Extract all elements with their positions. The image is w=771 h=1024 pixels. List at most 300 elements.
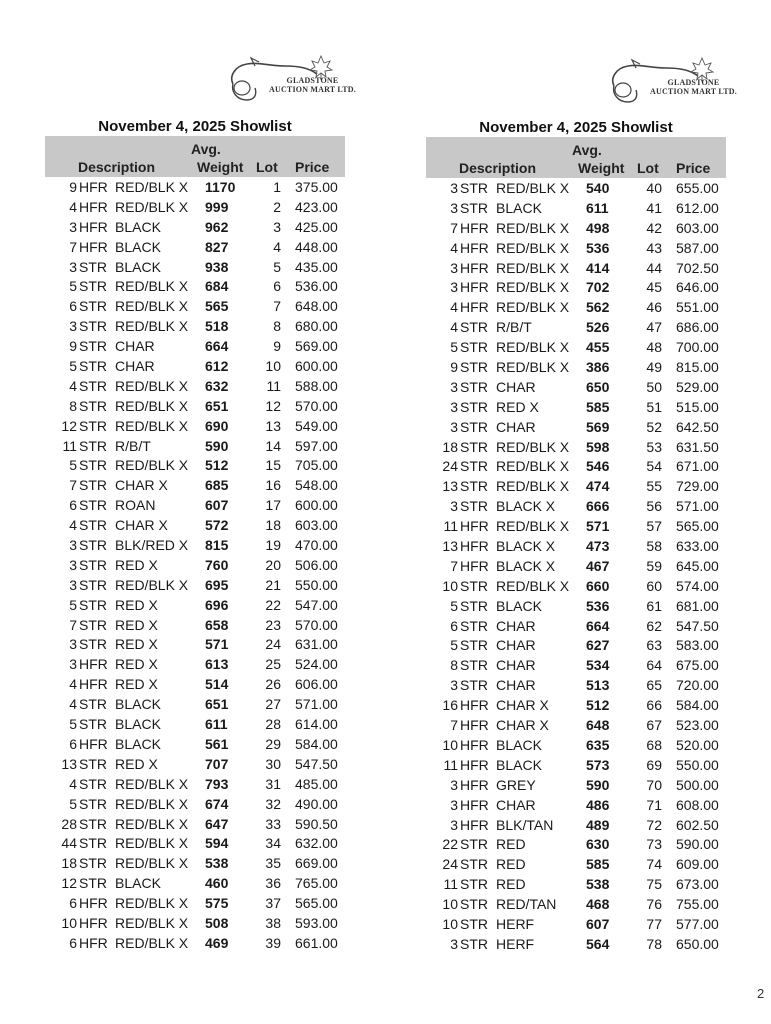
lot-number: 71 — [646, 796, 662, 813]
table-row — [426, 636, 726, 656]
lot-number: 53 — [646, 438, 662, 455]
breed-color: RED/BLK X — [496, 359, 570, 376]
head-count: 6 — [69, 497, 77, 514]
price: 529.00 — [676, 378, 719, 395]
table-row — [426, 776, 726, 796]
avg-weight: 538 — [205, 855, 229, 872]
avg-weight: 658 — [205, 616, 229, 633]
lot-number: 6 — [273, 278, 281, 295]
head-count: 6 — [69, 934, 77, 951]
sex-class: STR — [460, 915, 488, 932]
avg-weight: 594 — [205, 835, 229, 852]
lot-number: 43 — [646, 239, 662, 256]
avg-weight: 467 — [586, 557, 610, 574]
avg-weight: 695 — [205, 576, 229, 593]
table-row — [426, 895, 726, 915]
table-row — [45, 914, 345, 934]
head-count: 18 — [61, 855, 77, 872]
table-row — [426, 597, 726, 617]
head-count: 7 — [69, 616, 77, 633]
sex-class: HFR — [460, 816, 489, 833]
table-row — [426, 199, 726, 219]
table-row — [426, 676, 726, 696]
avg-weight: 386 — [586, 359, 610, 376]
table-row — [426, 278, 726, 298]
sex-class: HFR — [79, 914, 108, 931]
sex-class: STR — [79, 696, 107, 713]
table-row — [426, 835, 726, 855]
price: 425.00 — [295, 218, 338, 235]
table-row — [426, 298, 726, 318]
table-header — [426, 137, 726, 178]
sex-class: STR — [79, 517, 107, 534]
lot-number: 73 — [646, 836, 662, 853]
lot-number: 64 — [646, 657, 662, 674]
head-count: 16 — [442, 697, 458, 714]
table-row — [45, 377, 345, 397]
table-row — [426, 537, 726, 557]
lot-number: 55 — [646, 478, 662, 495]
avg-weight: 690 — [205, 417, 229, 434]
lot-number: 76 — [646, 896, 662, 913]
sex-class: HFR — [79, 934, 108, 951]
avg-weight: 486 — [586, 796, 610, 813]
price: 570.00 — [295, 397, 338, 414]
lot-number: 61 — [646, 597, 662, 614]
lot-number: 74 — [646, 856, 662, 873]
sex-class: STR — [79, 815, 107, 832]
breed-color: BLACK — [496, 736, 542, 753]
table-row — [426, 338, 726, 358]
table-row — [45, 536, 345, 556]
sex-class: STR — [460, 180, 488, 196]
breed-color: R/B/T — [115, 437, 151, 454]
table-row — [45, 894, 345, 914]
lot-number: 22 — [265, 596, 281, 613]
price: 702.50 — [676, 259, 719, 276]
avg-weight: 613 — [205, 656, 229, 673]
breed-color: RED X — [496, 398, 539, 415]
table-row — [45, 258, 345, 278]
lot-number: 48 — [646, 339, 662, 356]
head-count: 24 — [442, 856, 458, 873]
table-row — [426, 716, 726, 736]
head-count: 10 — [61, 914, 77, 931]
head-count: 12 — [61, 417, 77, 434]
breed-color: RED/BLK X — [115, 835, 189, 852]
price: 661.00 — [295, 934, 338, 951]
avg-weight: 455 — [586, 339, 610, 356]
breed-color: RED/BLK X — [115, 934, 189, 951]
avg-weight: 607 — [586, 915, 610, 932]
avg-weight: 1170 — [205, 179, 236, 195]
avg-weight: 571 — [205, 636, 229, 653]
avg-weight: 632 — [205, 377, 229, 394]
table-row — [45, 755, 345, 775]
price: 648.00 — [295, 298, 338, 315]
price: 550.00 — [295, 576, 338, 593]
avg-weight: 702 — [586, 279, 610, 296]
lot-number: 58 — [646, 538, 662, 555]
price: 720.00 — [676, 677, 719, 694]
price: 633.00 — [676, 538, 719, 555]
sex-class: STR — [460, 418, 488, 435]
breed-color: RED/BLK X — [115, 377, 189, 394]
sex-class: STR — [460, 319, 488, 336]
avg-weight: 651 — [205, 696, 229, 713]
price: 614.00 — [295, 716, 338, 733]
table-row — [45, 635, 345, 655]
avg-weight: 635 — [586, 736, 610, 753]
breed-color: GREY — [496, 776, 536, 793]
avg-weight: 612 — [205, 358, 229, 375]
head-count: 5 — [69, 278, 77, 295]
lot-number: 15 — [265, 457, 281, 474]
avg-weight: 611 — [205, 716, 228, 733]
lot-number: 33 — [265, 815, 281, 832]
table-row — [45, 735, 345, 755]
price: 435.00 — [295, 258, 338, 275]
avg-weight: 460 — [205, 875, 229, 892]
lot-number: 28 — [265, 716, 281, 733]
sex-class: HFR — [79, 179, 108, 195]
breed-color: RED X — [115, 656, 158, 673]
breed-color: RED/BLK X — [115, 795, 189, 812]
sex-class: HFR — [460, 776, 489, 793]
sex-class: STR — [79, 338, 107, 355]
table-row — [45, 397, 345, 417]
breed-color: BLACK X — [496, 538, 556, 555]
breed-color: CHAR X — [115, 517, 168, 534]
price: 631.50 — [676, 438, 719, 455]
avg-weight: 571 — [586, 518, 610, 535]
header-description: Description — [459, 160, 537, 176]
lot-number: 20 — [265, 556, 281, 573]
table-row — [45, 317, 345, 337]
sex-class: STR — [460, 398, 488, 415]
head-count: 3 — [450, 816, 458, 833]
avg-weight: 414 — [586, 259, 610, 276]
table-row — [426, 617, 726, 637]
price: 680.00 — [295, 318, 338, 335]
avg-weight: 526 — [586, 319, 610, 336]
sex-class: STR — [460, 896, 488, 913]
header-weight: Weight — [578, 160, 625, 176]
avg-weight: 664 — [205, 338, 229, 355]
price: 375.00 — [295, 179, 338, 195]
lot-number: 11 — [266, 377, 281, 394]
sex-class: STR — [460, 458, 488, 475]
price: 681.00 — [676, 597, 719, 614]
sex-class: STR — [460, 478, 488, 495]
sex-class: HFR — [79, 218, 108, 235]
avg-weight: 664 — [586, 617, 610, 634]
breed-color: CHAR — [496, 657, 536, 674]
price: 686.00 — [676, 319, 719, 336]
sex-class: STR — [79, 278, 107, 295]
head-count: 4 — [69, 198, 77, 215]
price: 584.00 — [676, 697, 719, 714]
avg-weight: 569 — [586, 418, 610, 435]
head-count: 28 — [61, 815, 77, 832]
lot-number: 78 — [646, 935, 662, 952]
lot-number: 9 — [273, 338, 281, 355]
table-row — [45, 834, 345, 854]
sex-class: STR — [79, 318, 107, 335]
avg-weight: 534 — [586, 657, 610, 674]
table-row — [426, 696, 726, 716]
table-row — [45, 715, 345, 735]
table-row — [426, 915, 726, 935]
table-row — [426, 477, 726, 497]
table-row — [426, 736, 726, 756]
sex-class: STR — [79, 358, 107, 375]
head-count: 3 — [69, 218, 77, 235]
price: 600.00 — [295, 358, 338, 375]
lot-table — [45, 178, 345, 954]
sex-class: STR — [460, 359, 488, 376]
lot-number: 14 — [265, 437, 281, 454]
price: 571.00 — [295, 696, 338, 713]
avg-weight: 585 — [586, 856, 610, 873]
price: 600.00 — [295, 497, 338, 514]
breed-color: RED/BLK X — [496, 518, 570, 535]
lot-table — [426, 179, 726, 955]
price: 705.00 — [295, 457, 338, 474]
head-count: 6 — [69, 735, 77, 752]
breed-color: RED/BLK X — [115, 397, 189, 414]
head-count: 44 — [61, 835, 77, 852]
breed-color: RED X — [115, 636, 158, 653]
sex-class: HFR — [79, 895, 108, 912]
head-count: 7 — [69, 477, 77, 494]
price: 551.00 — [676, 299, 719, 316]
avg-weight: 685 — [205, 477, 229, 494]
breed-color: RED/BLK X — [496, 299, 570, 316]
lot-number: 26 — [265, 676, 281, 693]
head-count: 4 — [450, 319, 458, 336]
head-count: 8 — [69, 397, 77, 414]
lot-number: 21 — [265, 576, 281, 593]
price: 631.00 — [295, 636, 338, 653]
lot-number: 3 — [273, 218, 281, 235]
head-count: 10 — [442, 577, 458, 594]
table-row — [45, 476, 345, 496]
lot-number: 2 — [273, 198, 281, 215]
avg-weight: 572 — [205, 517, 229, 534]
price: 755.00 — [676, 896, 719, 913]
head-count: 5 — [450, 637, 458, 654]
breed-color: RED/BLK X — [115, 179, 189, 195]
lot-number: 65 — [646, 677, 662, 694]
head-count: 3 — [69, 537, 77, 554]
sex-class: STR — [79, 775, 107, 792]
lot-number: 72 — [646, 816, 662, 833]
table-row — [426, 796, 726, 816]
price: 590.00 — [676, 836, 719, 853]
lot-number: 10 — [265, 358, 281, 375]
price: 506.00 — [295, 556, 338, 573]
breed-color: R/B/T — [496, 319, 532, 336]
sex-class: STR — [79, 417, 107, 434]
head-count: 5 — [69, 457, 77, 474]
table-row — [45, 516, 345, 536]
head-count: 4 — [450, 239, 458, 256]
sex-class: STR — [79, 596, 107, 613]
head-count: 3 — [450, 498, 458, 515]
price: 571.00 — [676, 498, 719, 515]
lot-number: 75 — [646, 876, 662, 893]
table-row — [426, 318, 726, 338]
lot-number: 23 — [265, 616, 281, 633]
head-count: 3 — [69, 656, 77, 673]
sex-class: STR — [79, 377, 107, 394]
price: 642.50 — [676, 418, 719, 435]
table-row — [426, 577, 726, 597]
head-count: 7 — [450, 717, 458, 734]
sex-class: STR — [79, 457, 107, 474]
head-count: 5 — [69, 716, 77, 733]
breed-color: BLACK — [115, 238, 161, 255]
head-count: 11 — [443, 756, 458, 773]
head-count: 10 — [442, 736, 458, 753]
table-row — [426, 656, 726, 676]
lot-number: 31 — [265, 775, 281, 792]
head-count: 3 — [450, 199, 458, 216]
breed-color: RED/BLK X — [496, 478, 570, 495]
avg-weight: 793 — [205, 775, 229, 792]
header-lot: Lot — [256, 159, 278, 175]
price: 765.00 — [295, 875, 338, 892]
head-count: 18 — [442, 438, 458, 455]
table-row — [426, 816, 726, 836]
sex-class: STR — [460, 597, 488, 614]
breed-color: BLACK — [496, 199, 542, 216]
lot-number: 7 — [273, 298, 281, 315]
gladstone-logo — [606, 52, 746, 114]
sex-class: STR — [460, 577, 488, 594]
lot-number: 19 — [265, 537, 281, 554]
breed-color: RED/BLK X — [115, 278, 189, 295]
head-count: 24 — [442, 458, 458, 475]
lot-number: 42 — [646, 219, 662, 236]
avg-weight: 540 — [586, 180, 610, 196]
breed-color: CHAR — [496, 637, 536, 654]
head-count: 3 — [450, 398, 458, 415]
breed-color: RED/BLK X — [496, 438, 570, 455]
table-row — [45, 695, 345, 715]
lot-number: 69 — [646, 756, 662, 773]
sex-class: HFR — [460, 736, 489, 753]
lot-number: 60 — [646, 577, 662, 594]
table-row — [45, 198, 345, 218]
table-row — [45, 795, 345, 815]
breed-color: RED/BLK X — [115, 298, 189, 315]
breed-color: RED X — [115, 616, 158, 633]
sex-class: STR — [460, 657, 488, 674]
lot-number: 24 — [265, 636, 281, 653]
breed-color: BLACK — [115, 258, 161, 275]
avg-weight: 561 — [205, 735, 229, 752]
price: 547.50 — [295, 755, 338, 772]
head-count: 13 — [442, 478, 458, 495]
breed-color: RED/BLK X — [115, 198, 189, 215]
breed-color: RED/BLK X — [496, 259, 570, 276]
price: 569.00 — [295, 338, 338, 355]
price: 603.00 — [676, 219, 719, 236]
price: 588.00 — [295, 377, 338, 394]
price: 632.00 — [295, 835, 338, 852]
lot-number: 39 — [265, 934, 281, 951]
sex-class: STR — [460, 637, 488, 654]
breed-color: CHAR — [496, 378, 536, 395]
head-count: 4 — [450, 299, 458, 316]
sex-class: STR — [79, 835, 107, 852]
head-count: 13 — [442, 538, 458, 555]
head-count: 12 — [61, 875, 77, 892]
table-row — [45, 357, 345, 377]
table-row — [45, 775, 345, 795]
avg-weight: 513 — [586, 677, 610, 694]
avg-weight: 827 — [205, 238, 229, 255]
price: 423.00 — [295, 198, 338, 215]
head-count: 3 — [450, 378, 458, 395]
avg-weight: 590 — [205, 437, 229, 454]
sex-class: STR — [79, 636, 107, 653]
sex-class: STR — [79, 477, 107, 494]
head-count: 3 — [69, 576, 77, 593]
head-count: 4 — [69, 775, 77, 792]
breed-color: CHAR — [115, 358, 155, 375]
table-row — [426, 875, 726, 895]
avg-weight: 575 — [205, 895, 229, 912]
avg-weight: 684 — [205, 278, 229, 295]
avg-weight: 536 — [586, 597, 610, 614]
table-row — [45, 417, 345, 437]
breed-color: CHAR — [496, 677, 536, 694]
sex-class: HFR — [460, 239, 489, 256]
breed-color: RED/BLK X — [115, 855, 189, 872]
table-row — [426, 358, 726, 378]
table-row — [426, 378, 726, 398]
avg-weight: 474 — [586, 478, 610, 495]
price: 485.00 — [295, 775, 338, 792]
head-count: 4 — [69, 696, 77, 713]
head-count: 13 — [61, 755, 77, 772]
table-row — [45, 337, 345, 357]
avg-weight: 468 — [586, 896, 610, 913]
breed-color: RED/BLK X — [115, 914, 189, 931]
breed-color: RED/BLK X — [115, 417, 189, 434]
lot-number: 41 — [646, 199, 662, 216]
price: 671.00 — [676, 458, 719, 475]
sex-class: STR — [460, 378, 488, 395]
table-row — [45, 596, 345, 616]
head-count: 3 — [450, 796, 458, 813]
breed-color: CHAR X — [496, 717, 549, 734]
header-weight: Weight — [197, 159, 244, 175]
price: 470.00 — [295, 537, 338, 554]
table-row — [45, 218, 345, 238]
lot-number: 49 — [646, 359, 662, 376]
breed-color: BLACK X — [496, 557, 556, 574]
head-count: 3 — [69, 258, 77, 275]
avg-weight: 514 — [205, 676, 229, 693]
lot-number: 63 — [646, 637, 662, 654]
breed-color: RED/BLK X — [115, 576, 189, 593]
header-price: Price — [676, 160, 711, 176]
head-count: 22 — [442, 836, 458, 853]
